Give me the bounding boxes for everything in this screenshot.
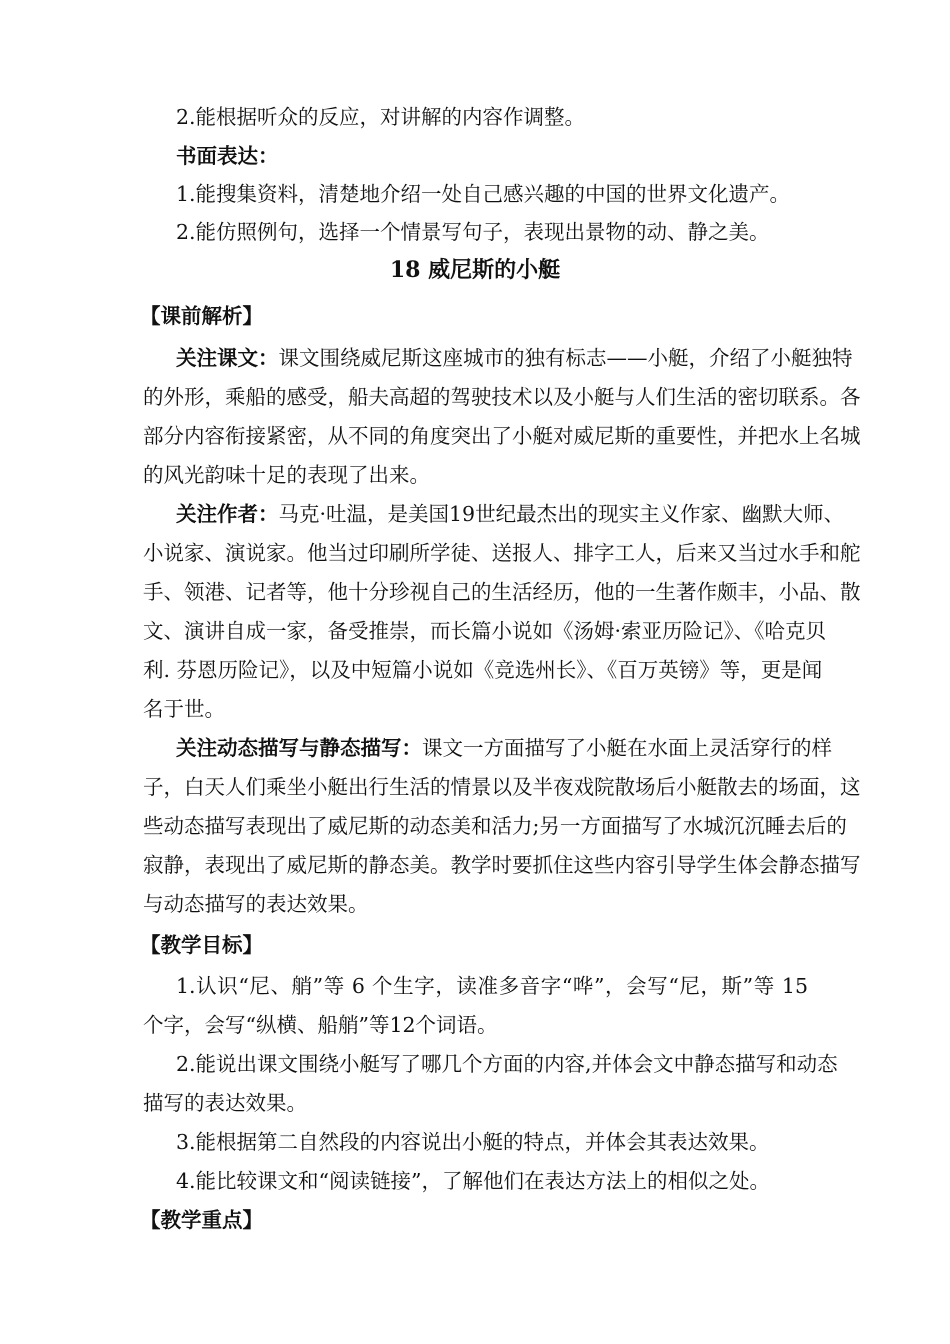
goals-heading: 【教学目标】 [140, 933, 263, 957]
text-para-line-3: 部分内容衔接紧密，从不同的角度突出了小艇对威尼斯的重要性，并把水上名城 [143, 424, 861, 448]
goal-2-line-2: 描写的表达效果。 [143, 1091, 307, 1115]
text-para-line-4: 的风光韵味十足的表现了出来。 [143, 463, 430, 487]
goal-2-line-1: 2.能说出课文围绕小艇写了哪几个方面的内容,并体会文中静态描写和动态 [176, 1052, 838, 1076]
oral-item-2: 2.能根据听众的反应，对讲解的内容作调整。 [176, 105, 586, 129]
dynamic-para-line-3: 些动态描写表现出了威尼斯的动态美和活力;另一方面描写了水城沉沉睡去后的 [143, 814, 847, 838]
author-para-line-5: 利. 芬恩历险记》，以及中短篇小说如《竞选州长》、《百万英镑》等，更是闻 [143, 658, 823, 682]
goal-4: 4.能比较课文和“阅读链接”，了解他们在表达方法上的相似之处。 [176, 1169, 771, 1193]
lesson-title: 18 威尼斯的小艇 [389, 257, 561, 283]
goal-3: 3.能根据第二自然段的内容说出小艇的特点，并体会其表达效果。 [176, 1130, 770, 1154]
author-para-line-2: 小说家、演说家。他当过印刷所学徒、送报人、排字工人，后来又当过水手和舵 [143, 541, 861, 565]
written-item-2: 2.能仿照例句，选择一个情景写句子，表现出景物的动、静之美。 [176, 220, 770, 244]
author-label: 关注作者： [176, 502, 279, 526]
dynamic-para-line-1: 关注动态描写与静态描写：课文一方面描写了小艇在水面上灵活穿行的样 [176, 736, 832, 760]
text-label: 关注课文： [176, 346, 279, 370]
dynamic-para-line-5: 与动态描写的表达效果。 [143, 892, 369, 916]
written-item-1: 1.能搜集资料，清楚地介绍一处自己感兴趣的中国的世界文化遗产。 [176, 182, 791, 206]
written-heading: 书面表达： [176, 144, 279, 168]
focus-heading: 【教学重点】 [140, 1208, 263, 1232]
author-para-line-3: 手、领港、记者等，他十分珍视自己的生活经历，他的一生著作颇丰，小品、散 [143, 580, 861, 604]
dynamic-para-line-2: 子，白天人们乘坐小艇出行生活的情景以及半夜戏院散场后小艇散去的场面，这 [143, 775, 861, 799]
dynamic-para-line-4: 寂静，表现出了威尼斯的静态美。教学时要抓住这些内容引导学生体会静态描写 [143, 853, 861, 877]
author-para-line-4: 文、演讲自成一家，备受推崇，而长篇小说如《汤姆·索亚历险记》、《哈克贝 [143, 619, 827, 643]
preview-heading: 【课前解析】 [140, 304, 263, 328]
text-para-line-2: 的外形，乘船的感受，船夫高超的驾驶技术以及小艇与人们生活的密切联系。各 [143, 385, 861, 409]
author-para-line-1: 关注作者：马克·吐温，是美国19世纪最杰出的现实主义作家、幽默大师、 [176, 502, 845, 526]
text-para-line-1: 关注课文：课文围绕威尼斯这座城市的独有标志——小艇，介绍了小艇独特 [176, 346, 853, 370]
dynamic-label: 关注动态描写与静态描写： [176, 736, 422, 760]
author-para-line-6: 名于世。 [143, 697, 225, 721]
goal-1-line-1: 1.认识“尼、艄”等 6 个生字，读准多音字“哗”，会写“尼，斯”等 15 [176, 974, 808, 998]
goal-1-line-2: 个字，会写“纵横、船艄”等12个词语。 [143, 1013, 498, 1037]
